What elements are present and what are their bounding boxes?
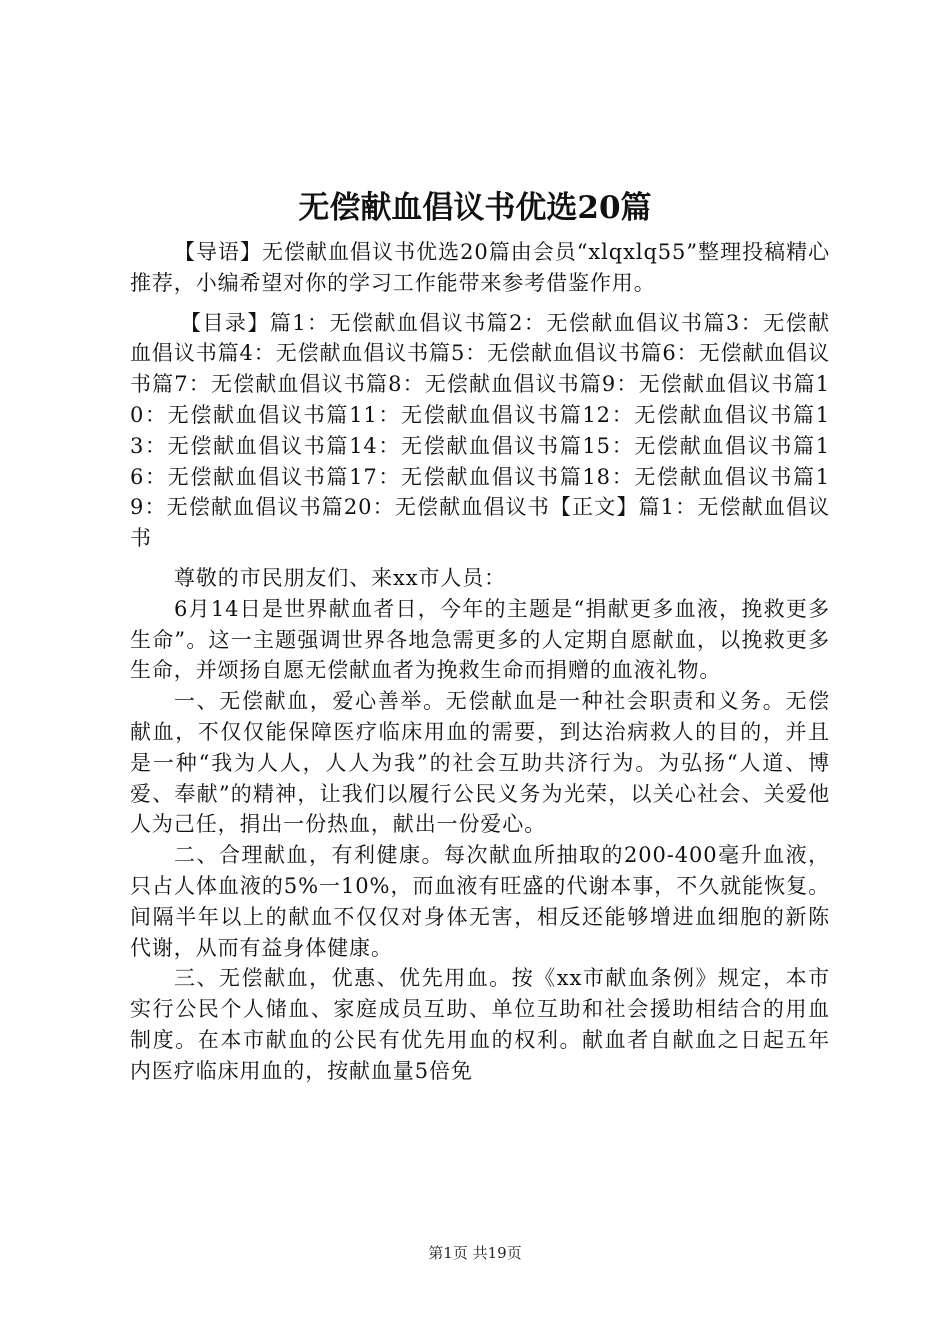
body-paragraph: 一、无偿献血，爱心善举。无偿献血是一种社会职责和义务。无偿献血，不仅仅能保障医疗临床用血的需要，到达治病救人的目的，并且是一种“我为人人，人人为我”的社会互助共济行为。为弘扬“人道、博爱、奉献”的精神，让我们以履行公民义务为光荣，以关心社会、关爱他人为己任，捐出一份热血，献出一份爱心。 (130, 689, 830, 837)
body-paragraph: 二、合理献血，有利健康。每次献血所抽取的200-400毫升血液，只占人体血液的5%一10%，而血液有旺盛的代谢本事，不久就能恢复。间隔半年以上的献血不仅仅对身体无害，相反还能够增进血细胞的新陈代谢，从而有益身体健康。 (130, 843, 830, 960)
body-paragraph: 三、无偿献血，优惠、优先用血。按《xx市献血条例》规定，本市实行公民个人储血、家庭成员互助、单位互助和社会援助相结合的用血制度。在本市献血的公民有优先用血的权利。献血者自献血之日起五年内医疗临床用血的，按献血量5倍免 (130, 966, 830, 1083)
document-body (130, 237, 830, 1087)
salutation-paragraph: 尊敬的市民朋友们、来xx市人员： (174, 565, 507, 590)
body-paragraph: 6月14日是世界献血者日，今年的主题是“捐献更多血液，挽救更多生命”。这一主题强调世界各地急需更多的人定期自愿献血，以挽救更多生命，并颂扬自愿无偿献血者为挽救生命而捐赠的血液礼物。 (130, 596, 830, 683)
table-of-contents-paragraph: 【目录】篇1：无偿献血倡议书篇2：无偿献血倡议书篇3：无偿献血倡议书篇4：无偿献血倡议书篇5：无偿献血倡议书篇6：无偿献血倡议书篇7：无偿献血倡议书篇8：无偿献血倡议书篇9：无偿献血倡议书篇10：无偿献血倡议书篇11：无偿献血倡议书篇12：无偿献血倡议书篇13：无偿献血倡议书篇14：无偿献血倡议书篇15：无偿献血倡议书篇16：无偿献血倡议书篇17：无偿献血倡议书篇18：无偿献血倡议书篇19：无偿献血倡议书篇20：无偿献血倡议书【正文】篇1：无偿献血倡议书 (130, 310, 830, 551)
page-number-footer: 第1页 共19页 (428, 1244, 522, 1262)
intro-paragraph: 【导语】无偿献血倡议书优选20篇由会员“xlqxlq55”整理投稿精心推荐，小编希望对你的学习工作能带来参考借鉴作用。 (130, 240, 830, 295)
document-title: 无偿献血倡议书优选20篇 (298, 190, 652, 226)
